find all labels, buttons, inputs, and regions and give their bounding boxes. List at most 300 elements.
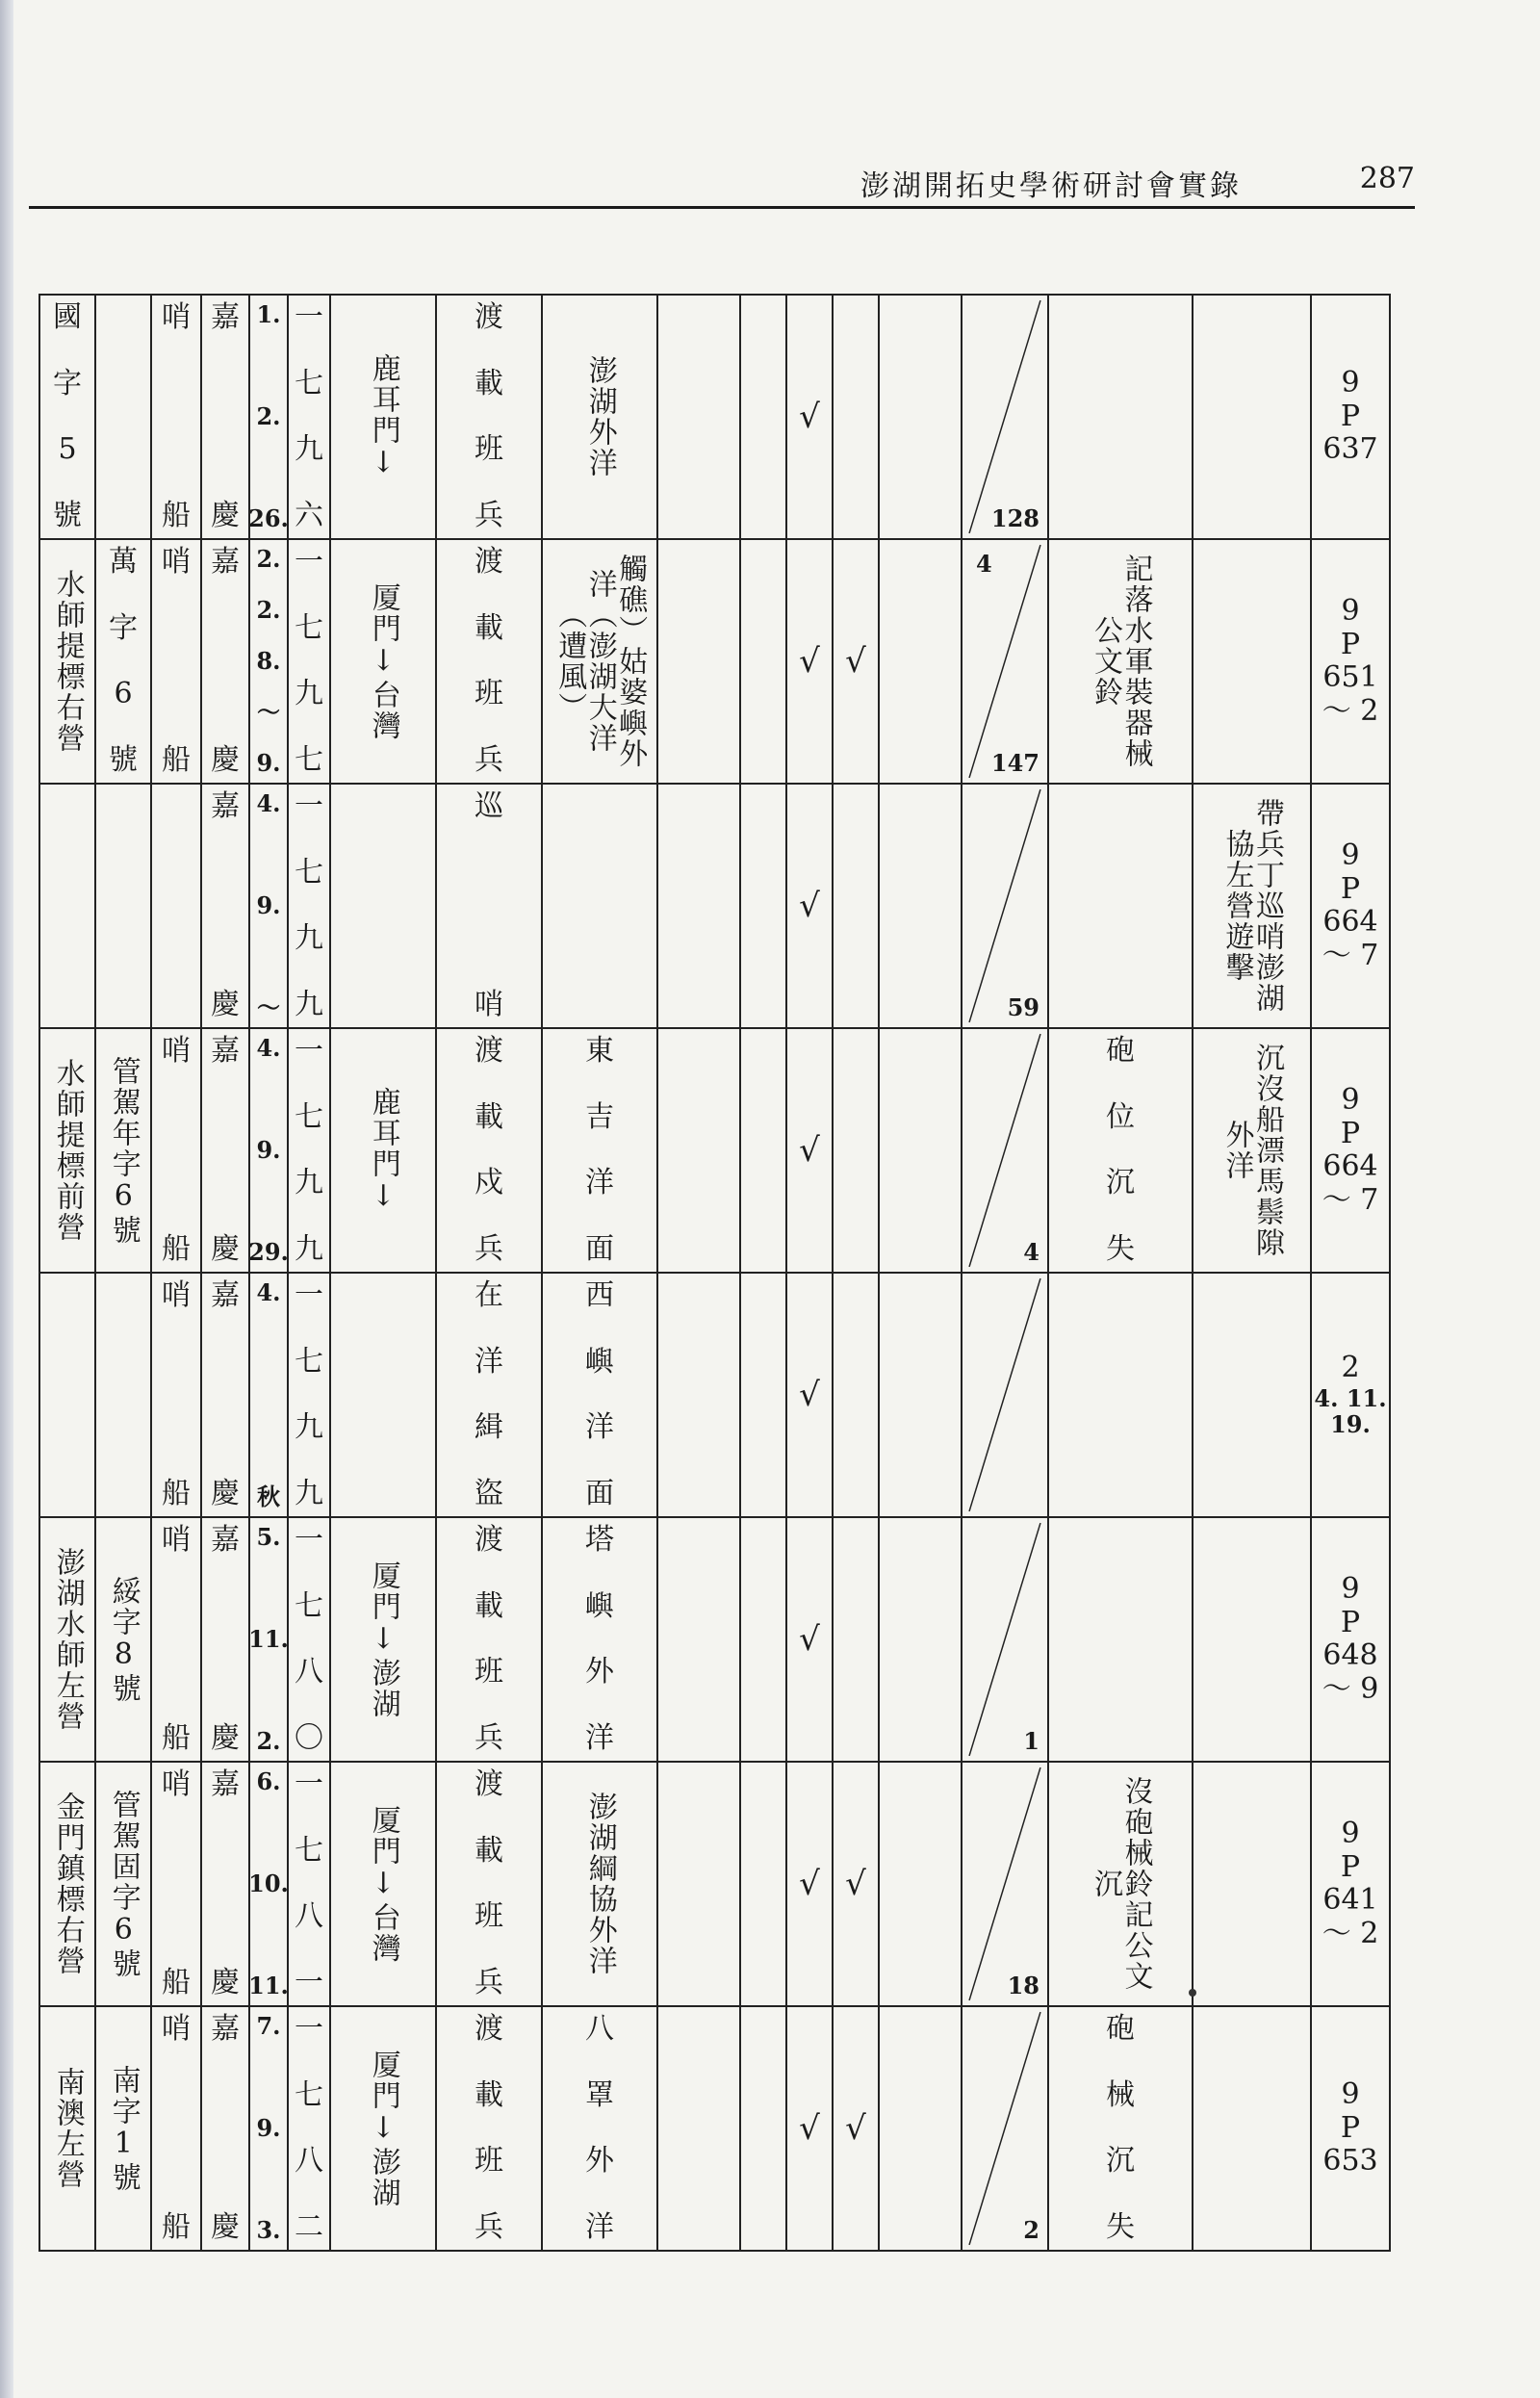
count-number: 4 <box>1023 1238 1040 1266</box>
place-char: 塔 <box>585 1523 614 1557</box>
route <box>330 1273 436 1517</box>
ship-name-char: 5 <box>58 432 77 467</box>
ship-org-text: 南澳左營 <box>50 2067 85 2190</box>
note-loss <box>1048 295 1193 539</box>
reference-line: P 664 <box>1322 1116 1378 1183</box>
note-loss-char: 位 <box>1106 1099 1135 1134</box>
check-mark: √ <box>799 642 820 681</box>
year-char: 七 <box>295 610 323 645</box>
blank-col <box>879 784 962 1028</box>
reference-line: 9 <box>1341 838 1360 872</box>
task <box>436 295 542 539</box>
route-text: 鹿耳門↓ <box>366 352 400 481</box>
era-name <box>201 1273 249 1517</box>
blank-col <box>740 1762 786 2006</box>
page-header <box>29 162 1415 208</box>
year-char: 一 <box>295 1278 323 1312</box>
route-text: 鹿耳門↓ <box>366 1086 400 1215</box>
check-cell <box>833 784 879 1028</box>
era-name <box>201 2006 249 2251</box>
date-stack <box>250 2007 287 2250</box>
task-char: 渡 <box>475 1767 503 1801</box>
date-char: 6. <box>256 1767 281 1795</box>
reference-cell <box>1311 1273 1390 1517</box>
ship-name <box>95 539 151 784</box>
route <box>330 539 436 784</box>
check-mark: √ <box>799 887 820 925</box>
note-loss-char: 沉 <box>1106 1166 1135 1200</box>
place-stack <box>543 1029 656 1272</box>
ship-type-char: 船 <box>162 1965 191 1999</box>
date-stack <box>250 1518 287 1761</box>
blank-col <box>657 295 740 539</box>
reference-cell <box>1311 1028 1390 1273</box>
diagonal-slash <box>962 296 1047 538</box>
note-remark <box>1193 1517 1311 1762</box>
check-mark: √ <box>799 1376 820 1414</box>
ship-name-char: 6 <box>114 677 133 711</box>
task-char: 兵 <box>475 1720 503 1755</box>
table-row <box>39 1273 1390 1517</box>
count-top: 4 <box>976 550 992 578</box>
era-name-char: 慶 <box>211 1231 240 1266</box>
era-name-char: 嘉 <box>211 1767 240 1801</box>
ship-org <box>39 539 95 784</box>
ship-type-stack <box>152 1518 200 1761</box>
year-char: 一 <box>295 1034 323 1068</box>
date-char: 9. <box>256 891 281 919</box>
ship-type <box>151 784 201 1028</box>
year-char: 八 <box>295 1899 323 1934</box>
place-stack <box>543 2007 656 2250</box>
reference-line: 4. 11. 19. <box>1314 1383 1387 1439</box>
year <box>288 1517 330 1762</box>
era-name-char: 慶 <box>211 1476 240 1510</box>
route-text: 厦門↓澎湖 <box>366 1560 400 1719</box>
route <box>330 784 436 1028</box>
note-remark <box>1193 295 1311 539</box>
place-char: 面 <box>585 1476 614 1510</box>
date-stack <box>250 1763 287 2005</box>
route-text: 厦門↓台灣 <box>366 581 400 741</box>
ship-name <box>39 295 95 539</box>
ship-org <box>39 1028 95 1273</box>
ship-name-char: 字 <box>53 366 82 400</box>
page-edge <box>0 0 13 2398</box>
blank-col <box>740 1273 786 1517</box>
era-name-char: 慶 <box>211 498 240 532</box>
era-name-char: 嘉 <box>211 2012 240 2046</box>
reference-line: P 641 <box>1322 1849 1378 1917</box>
reference-line: 9 <box>1341 1083 1360 1117</box>
task-char: 渡 <box>475 545 503 579</box>
ship-name <box>95 1762 151 2006</box>
year-char: 九 <box>295 987 323 1021</box>
year-char: 七 <box>295 1588 323 1623</box>
check-mark: √ <box>799 2109 820 2148</box>
route <box>330 1517 436 1762</box>
place-char: 東 <box>585 1034 614 1068</box>
route <box>330 1028 436 1273</box>
task-char: 緝 <box>475 1410 503 1445</box>
date <box>249 539 288 784</box>
ship-type-char: 哨 <box>162 1523 191 1557</box>
era-name <box>201 1028 249 1273</box>
check-cell <box>786 295 833 539</box>
note-loss-stack <box>1049 2007 1192 2250</box>
check-cell <box>833 2006 879 2251</box>
ship-name-cell <box>95 295 151 539</box>
task-char: 在 <box>475 1278 503 1312</box>
ink-dot <box>1189 1989 1196 1997</box>
era-name-char: 嘉 <box>211 1523 240 1557</box>
year-char: 九 <box>295 1410 323 1445</box>
task-char: 班 <box>475 1899 503 1934</box>
ship-name-char: 號 <box>53 498 82 532</box>
task-char: 盜 <box>475 1476 503 1510</box>
ship-org-text: 水師提標右營 <box>50 569 85 754</box>
note-remark <box>1193 1273 1311 1517</box>
date-char: 4. <box>256 1278 281 1306</box>
task-stack <box>437 2007 541 2250</box>
ship-org-text: 澎湖水師左營 <box>50 1547 85 1732</box>
date <box>249 1273 288 1517</box>
place <box>542 539 657 784</box>
year-char: 七 <box>295 366 323 400</box>
place-text: 澎湖外洋 <box>582 355 617 478</box>
task-stack <box>437 785 541 1027</box>
note-loss <box>1048 1762 1193 2006</box>
task-stack <box>437 296 541 538</box>
place-char: 面 <box>585 1231 614 1266</box>
place-char: 外 <box>585 2144 614 2179</box>
header-rule <box>29 206 1415 209</box>
reference-line: 〜 7 <box>1322 938 1379 972</box>
year-char: 一 <box>295 300 323 334</box>
ship-type-stack <box>152 540 200 783</box>
check-mark <box>834 296 878 538</box>
reference <box>1312 2007 1389 2250</box>
year-char: 九 <box>295 921 323 956</box>
note-loss-char: 失 <box>1106 1231 1135 1266</box>
blank-col <box>657 1517 740 1762</box>
count-number: 1 <box>1023 1727 1040 1755</box>
table-row <box>39 295 1390 539</box>
check-cell <box>786 1517 833 1762</box>
era-name-stack <box>202 296 248 538</box>
note-loss-char: 械 <box>1106 2077 1135 2112</box>
note-loss-char: 砲 <box>1106 2012 1135 2046</box>
reference-line: 2 <box>1341 1351 1360 1385</box>
diagonal-slash <box>962 785 1047 1027</box>
ship-type-char: 船 <box>162 2209 191 2244</box>
note-loss <box>1048 2006 1193 2251</box>
task-char: 巡 <box>475 789 503 823</box>
note-loss <box>1048 1517 1193 1762</box>
date-char: 11. <box>248 1625 289 1653</box>
task <box>436 539 542 784</box>
ship-type <box>151 1517 201 1762</box>
place <box>542 784 657 1028</box>
reference-cell <box>1311 784 1390 1028</box>
blank-col <box>879 2006 962 2251</box>
place-char: 西 <box>585 1278 614 1312</box>
era-name-char: 嘉 <box>211 300 240 334</box>
ship-type-char: 哨 <box>162 1767 191 1801</box>
era-name-char: 嘉 <box>211 789 240 823</box>
note-remark <box>1193 539 1311 784</box>
year <box>288 1273 330 1517</box>
year <box>288 539 330 784</box>
blank-col <box>740 1028 786 1273</box>
blank-col <box>657 1762 740 2006</box>
check-mark: √ <box>845 1865 866 1903</box>
year-stack <box>289 1763 329 2005</box>
date-char: 3. <box>256 2216 281 2244</box>
year-char: 七 <box>295 1833 323 1868</box>
check-cell <box>786 1273 833 1517</box>
note-loss <box>1048 539 1193 784</box>
year-char: 七 <box>295 855 323 890</box>
reference-cell <box>1311 295 1390 539</box>
year-char: 一 <box>295 1767 323 1801</box>
era-name-char: 嘉 <box>211 545 240 579</box>
ship-type-stack <box>152 296 200 538</box>
place-text: 澎湖綱協外洋 <box>582 1792 617 1976</box>
note-remark-text: 帶兵丁巡哨澎湖協左營遊擊 <box>1219 798 1284 1014</box>
task-char: 班 <box>475 677 503 711</box>
task-char: 洋 <box>475 1344 503 1379</box>
reference-line: 9 <box>1341 366 1360 400</box>
ship-org-text: 水師提標前營 <box>50 1058 85 1243</box>
year-char: 七 <box>295 1344 323 1379</box>
check-mark: √ <box>799 398 820 436</box>
era-name-stack <box>202 1029 248 1272</box>
date <box>249 1028 288 1273</box>
note-remark <box>1193 1762 1311 2006</box>
count-cell <box>962 295 1048 539</box>
task-char: 載 <box>475 2077 503 2112</box>
route <box>330 2006 436 2251</box>
diagonal-slash <box>962 1274 1047 1516</box>
era-name-char: 嘉 <box>211 1278 240 1312</box>
check-cell <box>786 1762 833 2006</box>
count-number: 18 <box>1007 1972 1040 1999</box>
task-char: 載 <box>475 366 503 400</box>
route <box>330 295 436 539</box>
place <box>542 1762 657 2006</box>
year-char: 一 <box>295 545 323 579</box>
diagonal-slash <box>962 1763 1047 2005</box>
reference-cell <box>1311 539 1390 784</box>
place-stack <box>543 1274 656 1516</box>
date-char: 8. <box>256 647 281 675</box>
date-char: 〜 <box>257 993 280 1021</box>
task-char: 兵 <box>475 1231 503 1266</box>
date <box>249 295 288 539</box>
date-stack <box>250 785 287 1027</box>
diagonal-slash <box>962 2007 1047 2250</box>
ship-name-text: 綏字8號 <box>106 1575 141 1704</box>
task <box>436 784 542 1028</box>
note-loss-stack <box>1049 1029 1192 1272</box>
task <box>436 1517 542 1762</box>
era-name <box>201 784 249 1028</box>
check-mark <box>834 785 878 1027</box>
count-cell <box>962 2006 1048 2251</box>
reference-cell <box>1311 1762 1390 2006</box>
task-char: 兵 <box>475 498 503 532</box>
reference-line: 9 <box>1341 1572 1360 1606</box>
task-char: 載 <box>475 1833 503 1868</box>
task-char: 哨 <box>475 987 503 1021</box>
blank-col <box>740 2006 786 2251</box>
task-stack <box>437 540 541 783</box>
task-char: 班 <box>475 2144 503 2179</box>
blank-col <box>740 295 786 539</box>
check-cell <box>786 2006 833 2251</box>
diagonal-slash <box>962 1518 1047 1761</box>
ship-name <box>95 1517 151 1762</box>
reference-line: 〜 7 <box>1322 1182 1379 1217</box>
year <box>288 784 330 1028</box>
ship-name-stack <box>40 296 94 538</box>
place-char: 八 <box>585 2012 614 2046</box>
date <box>249 1517 288 1762</box>
check-cell <box>786 539 833 784</box>
year-char: 八 <box>295 2144 323 2179</box>
ship-type-char: 哨 <box>162 1034 191 1068</box>
date-char: 10. <box>248 1869 289 1897</box>
year-char: 七 <box>295 742 323 777</box>
year-char: 九 <box>295 1476 323 1510</box>
ship-name <box>95 2006 151 2251</box>
check-cell <box>833 539 879 784</box>
year-stack <box>289 1518 329 1761</box>
date-stack <box>250 296 287 538</box>
ship-type-char: 船 <box>162 498 191 532</box>
check-cell <box>786 1028 833 1273</box>
count-cell <box>962 1762 1048 2006</box>
year <box>288 1762 330 2006</box>
date-char: 2. <box>256 402 281 430</box>
era-name-char: 慶 <box>211 742 240 777</box>
year-stack <box>289 540 329 783</box>
count-cell <box>962 1273 1048 1517</box>
table-row <box>39 2006 1390 2251</box>
blank-col <box>740 539 786 784</box>
year-char: 七 <box>295 1099 323 1134</box>
task-char: 兵 <box>475 1965 503 1999</box>
place-char: 洋 <box>585 2209 614 2244</box>
reference-cell <box>1311 1517 1390 1762</box>
count-cell <box>962 784 1048 1028</box>
date <box>249 1762 288 2006</box>
ship-type-char: 船 <box>162 742 191 777</box>
note-loss <box>1048 1028 1193 1273</box>
route-text: 厦門↓澎湖 <box>366 2049 400 2208</box>
note-loss <box>1048 784 1193 1028</box>
place-char: 外 <box>585 1655 614 1689</box>
reference <box>1312 1763 1389 2005</box>
note-remark <box>1193 1028 1311 1273</box>
blank-col <box>657 1028 740 1273</box>
check-mark: √ <box>799 1620 820 1659</box>
year <box>288 295 330 539</box>
note-loss-text: 沒砲械鈴記公文沉 <box>1089 1776 1153 1992</box>
place-stack <box>543 1518 656 1761</box>
ship-name <box>95 1028 151 1273</box>
place-char: 吉 <box>585 1099 614 1134</box>
task-stack <box>437 1763 541 2005</box>
place-char: 洋 <box>585 1166 614 1200</box>
date <box>249 2006 288 2251</box>
era-name-stack <box>202 1763 248 2005</box>
date-stack <box>250 1029 287 1272</box>
reference-cell <box>1311 2006 1390 2251</box>
place <box>542 1517 657 1762</box>
check-cell <box>833 1517 879 1762</box>
task <box>436 1273 542 1517</box>
date-char: 11. <box>248 1972 289 1999</box>
era-name-stack <box>202 1274 248 1516</box>
date-char: 秋 <box>257 1482 280 1510</box>
check-cell <box>833 295 879 539</box>
ship-type <box>151 539 201 784</box>
route-text: 厦門↓台灣 <box>366 1804 400 1964</box>
date-char: 2. <box>256 596 281 624</box>
task-char: 渡 <box>475 300 503 334</box>
reference <box>1312 1518 1389 1761</box>
blank-col <box>740 1517 786 1762</box>
era-name-char: 慶 <box>211 2209 240 2244</box>
year-stack <box>289 2007 329 2250</box>
ship-type-char: 船 <box>162 1231 191 1266</box>
era-name-char: 慶 <box>211 987 240 1021</box>
year-char: 七 <box>295 2077 323 2112</box>
note-loss-text: 記落水軍裝器械公文鈴 <box>1089 554 1153 769</box>
task-stack <box>437 1518 541 1761</box>
check-cell <box>833 1273 879 1517</box>
blank-col <box>657 1273 740 1517</box>
reference-line: P 648 <box>1322 1605 1378 1672</box>
date-char: 1. <box>256 300 281 328</box>
ship-type <box>151 1028 201 1273</box>
check-mark: √ <box>845 2109 866 2148</box>
blank-col <box>657 539 740 784</box>
date-char: 9. <box>256 2114 281 2142</box>
year-char: 九 <box>295 1231 323 1266</box>
task-char: 載 <box>475 1588 503 1623</box>
running-title: 澎湖開拓史學術研討會實錄 <box>860 169 1242 203</box>
note-remark-text: 沉沒船漂馬鬃隙外洋 <box>1219 1043 1284 1258</box>
ship-org <box>39 784 95 1028</box>
reference <box>1312 540 1389 783</box>
date-char: 9. <box>256 1136 281 1164</box>
ship-name-text: 南字1號 <box>106 2064 141 2193</box>
check-mark: √ <box>799 1865 820 1903</box>
ship-org <box>39 1762 95 2006</box>
era-name-stack <box>202 1518 248 1761</box>
place-char: 罩 <box>585 2077 614 2112</box>
ship-org <box>39 2006 95 2251</box>
ship-name-char: 國 <box>53 300 82 334</box>
task <box>436 1762 542 2006</box>
ship-type-char: 哨 <box>162 300 191 334</box>
ship-name-text: 管駕固字6號 <box>106 1789 141 1979</box>
blank-col <box>740 784 786 1028</box>
note-loss <box>1048 1273 1193 1517</box>
